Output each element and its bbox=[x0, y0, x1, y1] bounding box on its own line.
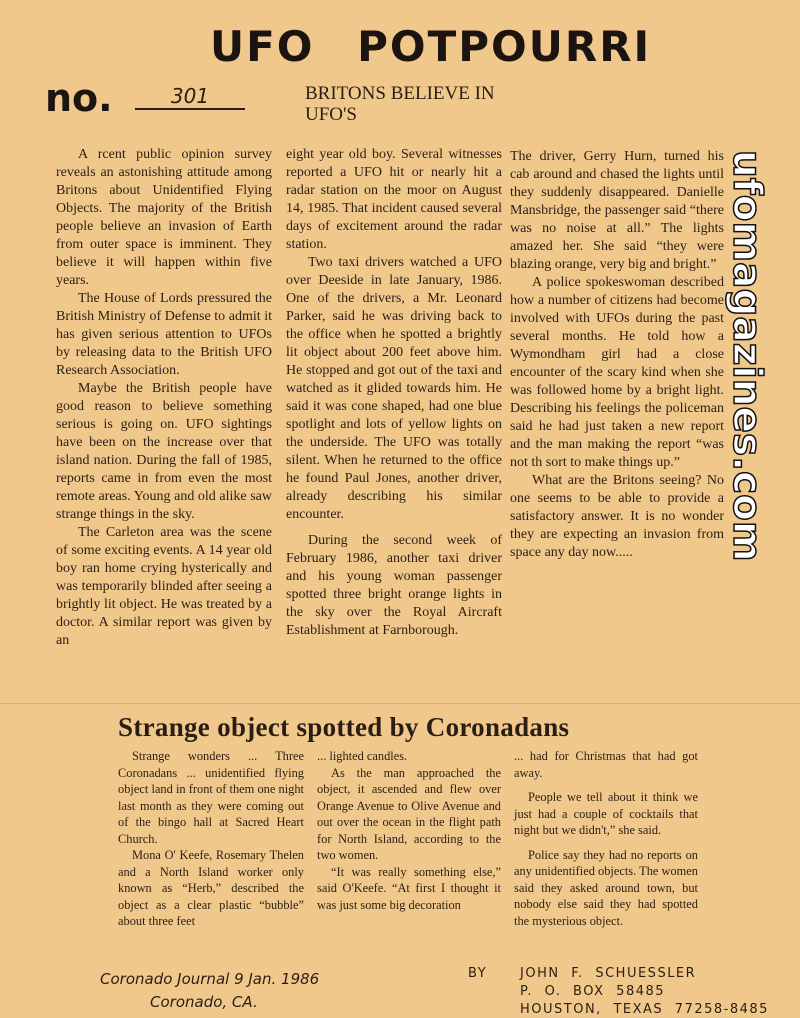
paragraph: Two taxi drivers watched a UFO over Deeside in late January, 1986. One of the drivers, a Mr. Leonard Parker, said he was driving back to the office when he spotted a brightly lit object about 200 feet above him. He stopped and got out of the taxi and watched as it glided towards him. He said it was cone shaped, had one blue spotlight and lots of yellow lights on the underside. The UFO was totally silent. When he returned to the office he found Paul Jones, another driver, already describing his similar encounter. bbox=[286, 255, 502, 522]
contributor-city: HOUSTON, TEXAS 77258-8485 bbox=[520, 1002, 769, 1017]
issue-number-label: no. bbox=[45, 76, 113, 120]
paragraph: “It was really something else,” said O'Keefe. “At first I thought it was just some big decoration bbox=[317, 864, 501, 912]
clipping-column-3 bbox=[514, 748, 698, 929]
paragraph: The driver, Gerry Hurn, turned his cab around and chased the lights until they suddenly disappeared. Danielle Mansbridge, the passenger said “there was no noise at all.” The lights amazed her. She said “they were blazing orange, very big and bright.” bbox=[510, 149, 724, 272]
paragraph: During the second week of February 1986, another taxi driver and his young woman passenger spotted three bright orange lights in the sky over the Royal Aircraft Establishment at Farnborough. bbox=[286, 533, 502, 638]
paragraph: ... lighted candles. bbox=[317, 749, 408, 763]
article-column-1 bbox=[56, 146, 272, 650]
paragraph: Maybe the British people have good reason to believe something serious is going on. UFO sightings have been on the increase over that island nation. During the fall of 1985, reports came in from even the most remote areas. Young and old alike saw strange things in the sky. bbox=[56, 381, 272, 522]
paragraph: People we tell about it think we just had a couple of cocktails that night but we didn't,” she said. bbox=[514, 790, 698, 837]
paragraph: The House of Lords pressured the British Ministry of Defense to admit it has given serious attention to UFOs by releasing data to the British UFO Research Association. bbox=[56, 291, 272, 378]
clipping-column-1 bbox=[118, 748, 304, 930]
paragraph: A police spokeswoman described how a number of citizens had become involved with UFOs during the past several months. He told how a Wymondham girl had a close encounter of the scary kind when she was followed home by a bright light. Describing his feelings the policeman said he had just taken a new report and the man making the report “was not th sort to make things up.” bbox=[510, 275, 724, 470]
paragraph: Police say they had no reports on any unidentified objects. The women said they asked around town, but nobody else said they had spotted the mysterious object. bbox=[514, 847, 698, 928]
contributor-po-box: P. O. BOX 58485 bbox=[520, 984, 666, 999]
newsletter-title: UFO POTPOURRI bbox=[210, 22, 652, 71]
paragraph: As the man approached the object, it ascended and flew over Orange Avenue to Olive Avenue and out over the ocean in the flight path for North Island, according to the two women. bbox=[317, 765, 501, 862]
paragraph: ... had for Christmas that had got away. bbox=[514, 749, 698, 780]
paragraph: eight year old boy. Several witnesses reported a UFO hit or nearly hit a radar station on the moor on August 14, 1985. That incident caused several days of excitement around the radar station. bbox=[286, 147, 502, 252]
paragraph: Mona O' Keefe, Rosemary Thelen and a North Island worker only known as “Herb,” described the object as a clear plastic “bubble” about three feet bbox=[118, 848, 304, 928]
article-column-3 bbox=[510, 148, 724, 562]
article-headline: BRITONS BELIEVE IN UFO'S bbox=[305, 83, 495, 125]
source-location: Coronado, CA. bbox=[150, 993, 258, 1011]
source-citation: Coronado Journal 9 Jan. 1986 bbox=[100, 970, 320, 988]
article-column-2 bbox=[286, 146, 502, 640]
by-label: BY bbox=[468, 966, 488, 981]
paragraph: Strange wonders ... Three Coronadans ... unidentified flying object land in front of them one night last month as they were coming out of the bingo hall at Sacred Heart Church. bbox=[118, 749, 304, 846]
paragraph: What are the Britons seeing? No one seems to be able to provide a satisfactory answer. It is no wonder they are expecting an invasion from space any day now..... bbox=[510, 473, 724, 560]
clipping-headline: Strange object spotted by Coronadans bbox=[118, 712, 570, 742]
watermark: ufomagazines.com bbox=[724, 150, 769, 562]
clipping-divider bbox=[0, 703, 800, 704]
paragraph: The Carleton area was the scene of some exciting events. A 14 year old boy ran home crying hysterically and was temporarily blinded after seeing a brightly lit object. He was treated by a doctor. A similar report was given by an bbox=[56, 525, 272, 648]
contributor-name: JOHN F. SCHUESSLER bbox=[520, 966, 697, 981]
clipping-column-2 bbox=[317, 748, 501, 913]
paragraph: A rcent public opinion survey reveals an astonishing attitude among Britons about Unidentified Flying Objects. The majority of the British people believe an invasion of Earth from outer space is imminent. They believe it will happen within five years. bbox=[56, 147, 272, 288]
issue-number-value: 301 bbox=[135, 84, 245, 110]
